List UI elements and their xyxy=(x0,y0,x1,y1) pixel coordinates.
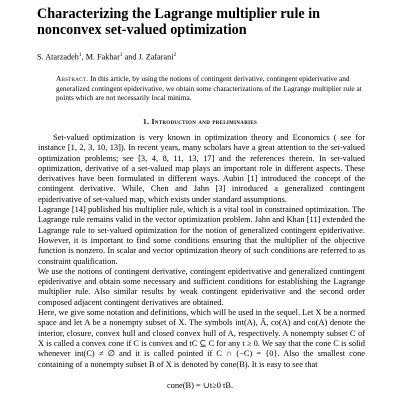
abstract-label: Abstract. xyxy=(56,74,89,83)
paragraph: We use the notions of contingent derivative, contingent epiderivative and generalized contingent epiderivative and obtain some necessary and sufficient conditions for establishing the Lagrange multiplier rule. Also similar results by weak contingent epiderivative and the second order composed adjacent contingent derivatives are obtained. xyxy=(38,266,365,307)
paragraph: Lagrange [14] published his multiplier rule, which is a vital tool in constrained optimization. The Lagrange rule remains valid in the vector optimization problem. Jahn and Khan [11] extended the Lagrange rule to set-valued optimization for the notion of generalized contingent epiderivative. However, it is important to find some conditions ensuring that the multiplier of the objective function is nonzero. In scalar and vector optimization theory of such conditions are referred to as constraint qualification. xyxy=(38,205,365,266)
affiliation-mark-2: 1 xyxy=(119,52,123,58)
display-formula: cone(B) = ∪t≥0 tB. xyxy=(166,381,234,390)
abstract-text: In this article, by using the notions of contingent derivative, contingent epiderivative and generalized contingent epiderivative, we obtain some characterizations of the Lagrange multiplier rule at points which are not necessarily local minima. xyxy=(56,74,362,103)
body-text xyxy=(38,133,365,370)
paragraph: Set-valued optimization is very known in optimization theory and Economics ( see for instance [1, 2, 3, 10, 13]). In recent years, many scholars have a great attention to the set-valued optimization problems; see [3, 4, 8, 11, 13, 17] and the references therein. In set-valued optimization, derivative of a set-valued map plays an important role in different aspects. These derivatives have been formulated in different ways. Aubin [1] introduced the concept of the contingent derivative. While, Chen and Jahn [3] introduced a generalized contingent epiderivative of set-valued map, which exists under standard assumptions. xyxy=(38,133,365,204)
affiliation-mark-1: 1 xyxy=(78,52,82,58)
author-3: J. Zafarani xyxy=(138,52,174,62)
abstract xyxy=(56,74,363,103)
author-line: S. Atarzadeh$^1$, M. Fakhar$^1$ and J. Zafarani$^2$ xyxy=(37,52,177,62)
section-heading: 1. Introduction and preliminaries xyxy=(142,117,258,126)
paragraph: Here, we give some notation and definitions, which will be used in the sequel. Let X be a normed space and let A be a nonempty subset of X. The symbols int(A), Ā, co(A) and co(A) denote the interior, closure, convex hull and closed convex hull of A, respectively. A nonempty subset C of X is called a convex cone if C is convex and tC ⊆ C for any t ≥ 0. We say that the cone C is solid whenever int(C) ≠ ∅ and it is called pointed if C ∩ (−C) = {0}. Also the smallest cone containing of a nonempty subset B of X is denoted by cone(B). It is easy to see that xyxy=(38,308,365,369)
paper-title: Characterizing the Lagrange multiplier rule in nonconvex set-valued optimization xyxy=(37,6,321,38)
author-2: M. Fakhar xyxy=(85,52,120,62)
author-1: S. Atarzadeh xyxy=(37,52,79,62)
affiliation-mark-3: 2 xyxy=(173,52,177,58)
